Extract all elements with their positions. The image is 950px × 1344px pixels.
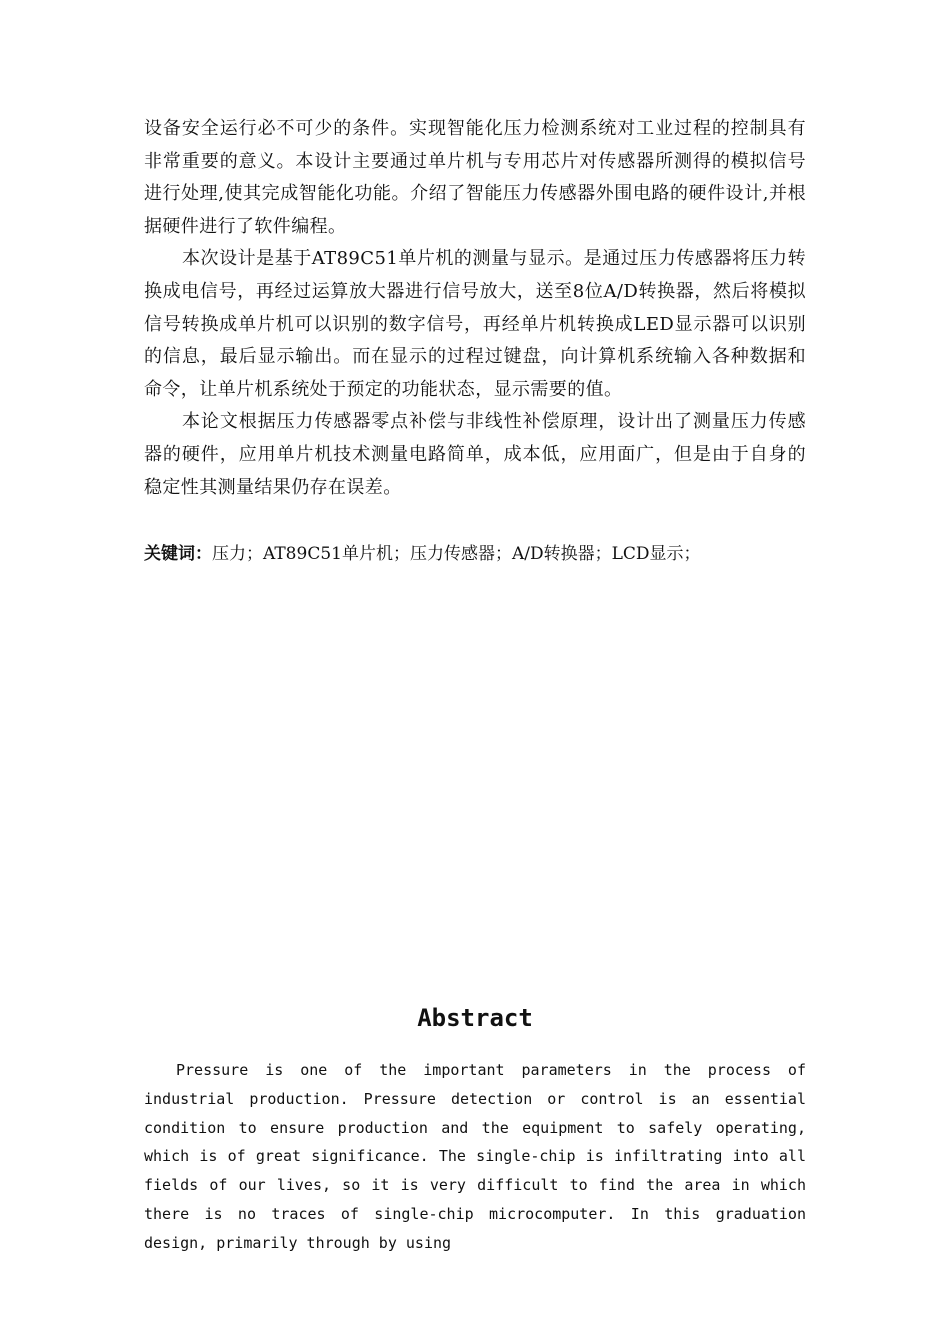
keywords-label: 关键词：	[144, 544, 212, 564]
chinese-paragraph-3: 本论文根据压力传感器零点补偿与非线性补偿原理，设计出了测量压力传感器的硬件，应用单片机技术测量电路简单，成本低，应用面广，但是由于自身的稳定性其测量结果仍存在误差。	[144, 411, 806, 498]
abstract-heading: Abstract	[417, 1004, 533, 1032]
english-abstract-body	[144, 1056, 806, 1258]
english-paragraph: Pressure is one of the important parameters in the process of industrial production. Pressure detection or control is an essential condition to ensure production and the equipment to safely operating, which is of great significance. The single-chip is infiltrating into all fields of our lives, so it is very difficult to find the area in which there is no traces of single-chip microcomputer. In this graduation design, primarily through by using	[144, 1061, 806, 1252]
keywords-line	[144, 541, 806, 567]
chinese-paragraph-1: 设备安全运行必不可少的条件。实现智能化压力检测系统对工业过程的控制具有非常重要的意义。本设计主要通过单片机与专用芯片对传感器所测得的模拟信号进行处理,使其完成智能化功能。介绍了智能压力传感器外围电路的硬件设计,并根据硬件进行了软件编程。	[144, 118, 806, 237]
chinese-paragraph-2: 本次设计是基于AT89C51单片机的测量与显示。是通过压力传感器将压力转换成电信号，再经过运算放大器进行信号放大，送至8位A/D转换器，然后将模拟信号转换成单片机可以识别的数字信号，再经单片机转换成LED显示器可以识别的信息，最后显示输出。而在显示的过程过键盘，向计算机系统输入各种数据和命令，让单片机系统处于预定的功能状态，显示需要的值。	[144, 248, 806, 400]
chinese-abstract-body	[144, 113, 806, 504]
keywords-text: 压力；AT89C51单片机；压力传感器；A/D转换器；LCD显示；	[212, 544, 701, 564]
